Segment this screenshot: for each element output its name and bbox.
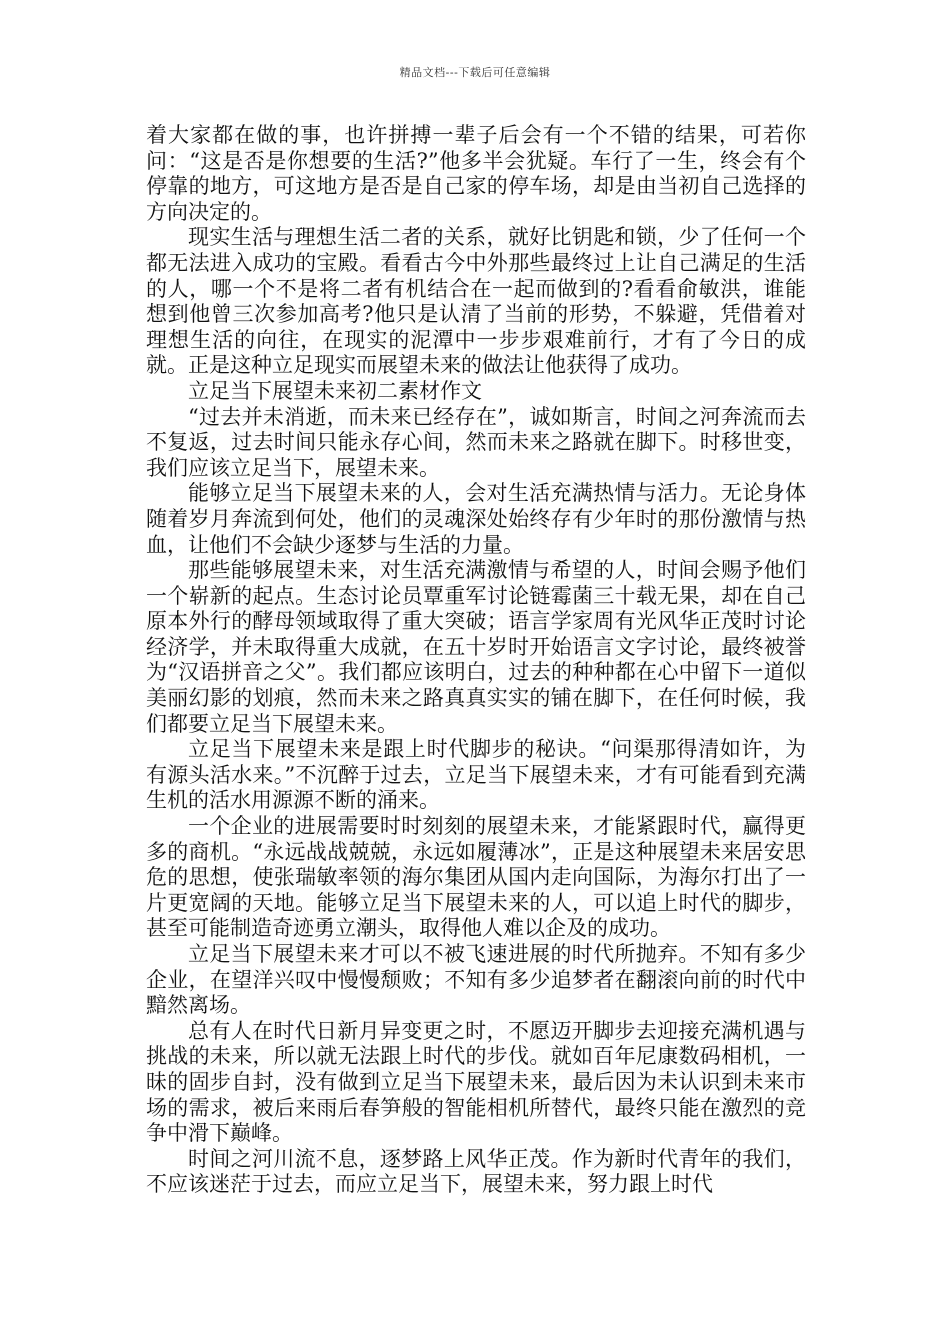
paragraph: 现实生活与理想生活二者的关系，就好比钥匙和锁，少了任何一个都无法进入成功的宝殿。看看古今中外那些最终过上让自己满足的生活的人，哪一个不是将二者有机结合在一起而做到的?看看俞敏洪，谁能想到他曾三次参加高考?他只是认清了当前的形势，不躲避，凭借着对理想生活的向往，在现实的泥潭中一步步艰难前行，才有了今日的成就。正是这种立足现实而展望未来的做法让他获得了成功。 (146, 225, 806, 378)
paragraph: 总有人在时代日新月异变更之时，不愿迈开脚步去迎接充满机遇与挑战的未来，所以就无法跟上时代的步伐。就如百年尼康数码相机，一昧的固步自封，没有做到立足当下展望未来，最后因为未认识到未来市场的需求，被后来雨后春笋般的智能相机所替代，最终只能在激烈的竞争中滑下巅峰。 (146, 1018, 806, 1146)
paragraph: 那些能够展望未来，对生活充满激情与希望的人，时间会赐予他们一个崭新的起点。生态讨论员覃重军讨论链霉菌三十载无果，却在自己原本外行的酵母领域取得了重大突破；语言学家周有光风华正茂时讨论经济学，并未取得重大成就，在五十岁时开始语言文字讨论，最终被誉为“汉语拼音之父”。我们都应该明白，过去的种种都在心中留下一道似美丽幻影的划痕，然而未来之路真真实实的铺在脚下，在任何时候，我们都要立足当下展望未来。 (146, 558, 806, 736)
paragraph: 能够立足当下展望未来的人，会对生活充满热情与活力。无论身体随着岁月奔流到何处，他们的灵魂深处始终存有少年时的那份激情与热血，让他们不会缺少逐梦与生活的力量。 (146, 481, 806, 557)
paragraph: 立足当下展望未来是跟上时代脚步的秘诀。“问渠那得清如许，为有源头活水来。”不沉醉于过去，立足当下展望未来，才有可能看到充满生机的活水用源源不断的涌来。 (146, 737, 806, 813)
paragraph: 时间之河川流不息，逐梦路上风华正茂。作为新时代青年的我们，不应该迷茫于过去，而应立足当下，展望未来，努力跟上时代 (146, 1146, 806, 1197)
paragraph: 立足当下展望未来才可以不被飞速进展的时代所抛弃。不知有多少企业，在望洋兴叹中慢慢颓败；不知有多少追梦者在翻滚向前的时代中黯然离场。 (146, 942, 806, 1018)
document-body (146, 123, 806, 1198)
paragraph: “过去并未消逝，而未来已经存在”，诚如斯言，时间之河奔流而去不复返，过去时间只能永存心间，然而未来之路就在脚下。时移世变，我们应该立足当下，展望未来。 (146, 404, 806, 480)
paragraph: 一个企业的进展需要时时刻刻的展望未来，才能紧跟时代，赢得更多的商机。“永远战战兢兢，永远如履薄冰”，正是这种展望未来居安思危的思想，使张瑞敏率领的海尔集团从国内走向国际，为海尔打出了一片更宽阔的天地。能够立足当下展望未来的人，可以追上时代的脚步，甚至可能制造奇迹勇立潮头，取得他人难以企及的成功。 (146, 814, 806, 941)
page-header: 精品文档---下载后可任意编辑 (399, 66, 551, 79)
section-title: 立足当下展望未来初二素材作文 (188, 378, 482, 403)
paragraph: 着大家都在做的事，也许拼搏一辈子后会有一个不错的结果，可若你问：“这是否是你想要的生活?”他多半会犹疑。车行了一生，终会有个停靠的地方，可这地方是否是自己家的停车场，却是由当初自己选择的方向决定的。 (146, 123, 806, 224)
